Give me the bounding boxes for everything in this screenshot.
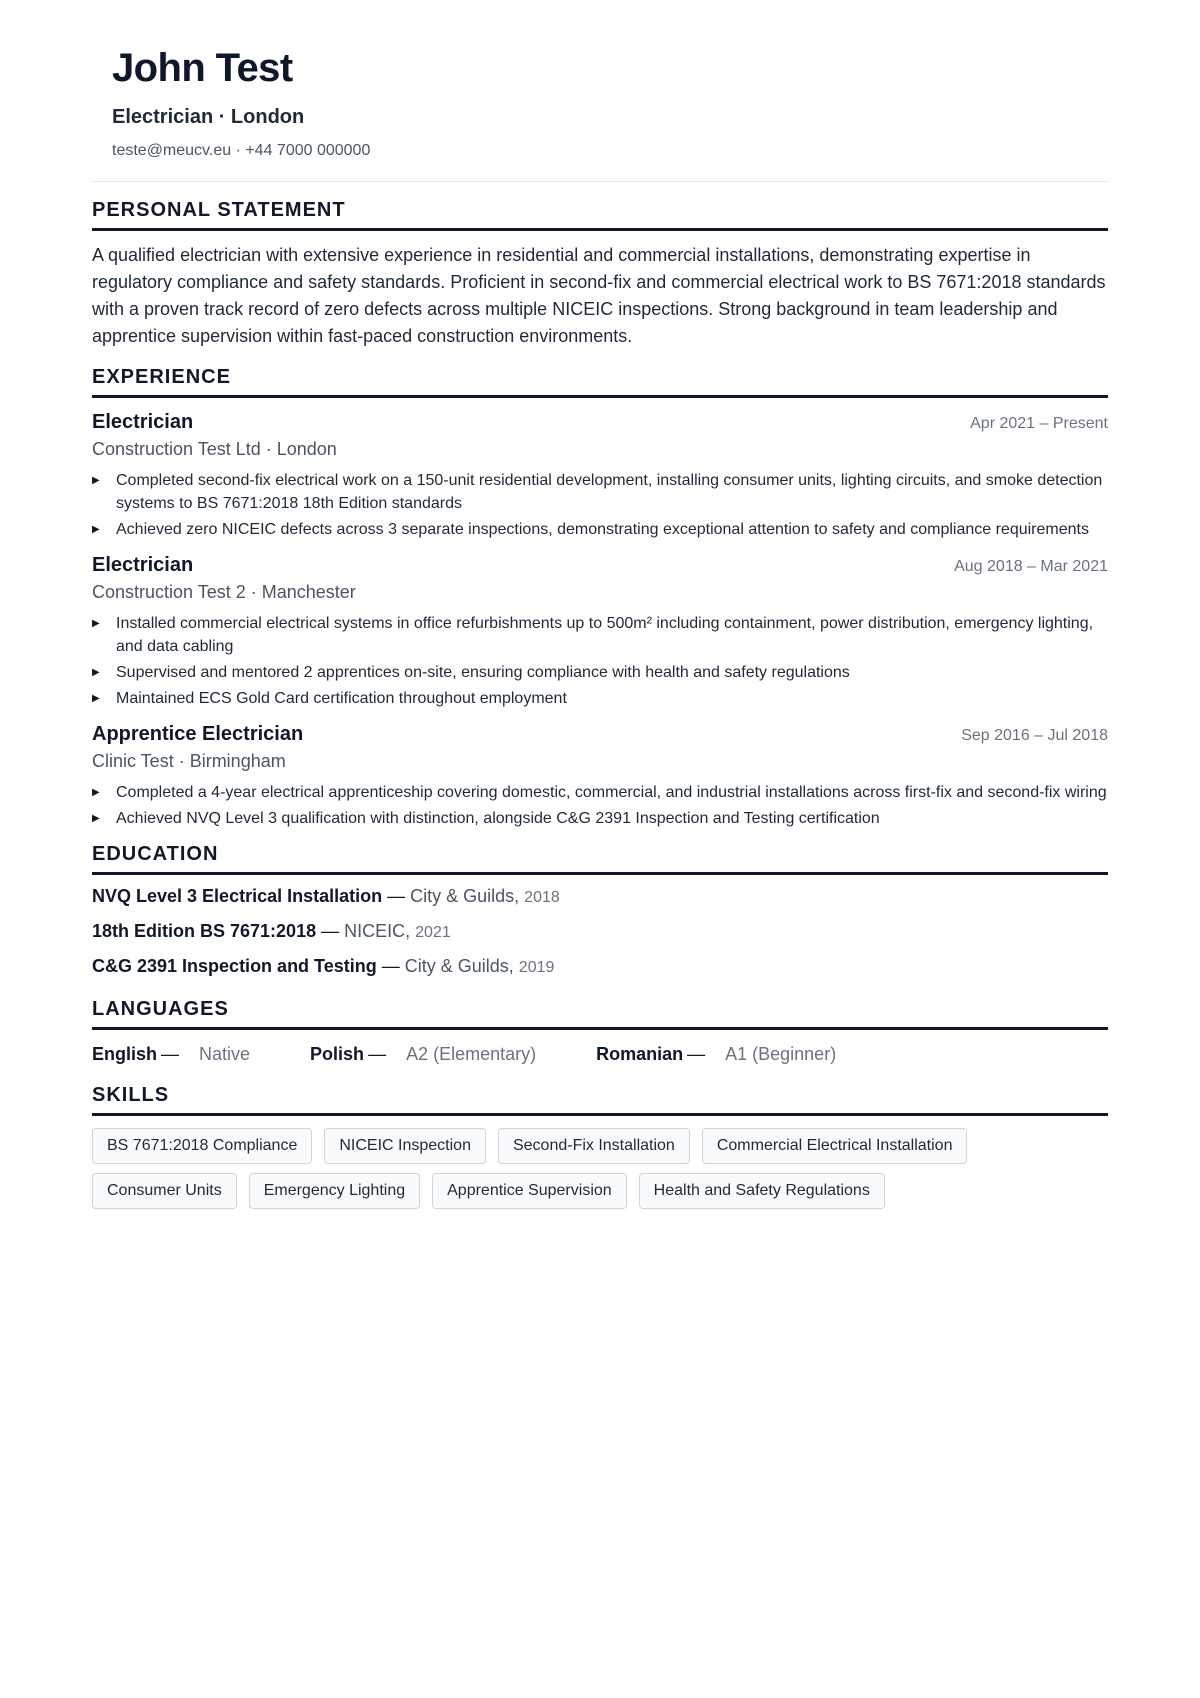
bullet-text: Installed commercial electrical systems in office refurbishments up to 500m² including containment, power distribution, emergency lighting, and data cabling <box>116 615 1094 655</box>
section-title-experience: EXPERIENCE <box>92 365 1108 398</box>
skill-tag: Commercial Electrical Installation <box>702 1128 968 1164</box>
skill-tag: Health and Safety Regulations <box>639 1173 885 1209</box>
bullet-text: Completed second-fix electrical work on a 150-unit residential development, installing consumer units, lighting circuits, and smoke detection systems to BS 7671:2018 18th Edition standards <box>116 472 1103 512</box>
education-comma: , <box>508 956 519 976</box>
education-degree: C&G 2391 Inspection and Testing <box>92 956 377 976</box>
job-bullets <box>92 781 1108 830</box>
education-year: 2018 <box>524 889 560 906</box>
job-company: Construction Test 2 · Manchester <box>92 582 356 602</box>
job-dates: Apr 2021 – Present <box>970 415 1108 432</box>
bullet-text: Achieved NVQ Level 3 qualification with distinction, alongside C&G 2391 Inspection and Testing certification <box>116 810 880 827</box>
section-title-skills: SKILLS <box>92 1083 1108 1116</box>
candidate-name: John Test <box>112 46 293 90</box>
language-dash: — <box>687 1044 706 1064</box>
education-degree: 18th Edition BS 7671:2018 <box>92 921 317 941</box>
language-entry <box>92 1042 250 1066</box>
job-bullets <box>92 612 1108 710</box>
education-entry <box>92 919 1108 945</box>
education-entry <box>92 884 1108 910</box>
bullet-item <box>92 687 1108 710</box>
education-separator: — <box>376 956 405 976</box>
language-level: A1 (Beginner) <box>725 1044 837 1064</box>
skill-tag: Emergency Lighting <box>249 1173 420 1209</box>
language-level: A2 (Elementary) <box>406 1044 537 1064</box>
skill-tag: Apprentice Supervision <box>432 1173 627 1209</box>
bullet-item <box>92 661 1108 684</box>
contact-info: teste@meucv.eu · +44 7000 000000 <box>112 142 371 159</box>
language-dash: — <box>161 1044 180 1064</box>
section-title-education: EDUCATION <box>92 842 1108 875</box>
bullet-item <box>92 518 1108 541</box>
education-comma: , <box>514 886 525 906</box>
personal-statement-text: A qualified electrician with extensive experience in residential and commercial installations, demonstrating expertise in regulatory compliance and safety standards. Proficient in second-fix and commercial electrical work to BS 7671:2018 standards with a proven track record of zero defects across multiple NICEIC inspections. Strong background in team leadership and apprentice supervision within fast-paced construction environments. <box>92 245 1106 346</box>
bullet-text: Achieved zero NICEIC defects across 3 separate inspections, demonstrating exceptional attention to safety and compliance requirements <box>116 521 1089 538</box>
language-name: Polish <box>310 1044 365 1064</box>
bullet-triangle-icon: ▶ <box>92 693 100 704</box>
bullet-text: Maintained ECS Gold Card certification throughout employment <box>116 690 567 707</box>
education-separator: — <box>382 886 411 906</box>
language-entry <box>310 1042 536 1066</box>
bullet-item <box>92 469 1108 515</box>
job-company: Construction Test Ltd · London <box>92 439 337 459</box>
skills-list <box>92 1128 1108 1218</box>
education-institution: NICEIC <box>344 921 406 941</box>
job-entry <box>92 721 1108 830</box>
bullet-triangle-icon: ▶ <box>92 618 100 629</box>
bullet-triangle-icon: ▶ <box>92 787 100 798</box>
bullet-triangle-icon: ▶ <box>92 813 100 824</box>
language-dash: — <box>368 1044 387 1064</box>
languages-list <box>92 1042 1108 1066</box>
job-company: Clinic Test · Birmingham <box>92 751 286 771</box>
job-role: Electrician <box>92 554 194 576</box>
languages-section <box>92 997 1108 1066</box>
education-section <box>92 842 1108 980</box>
language-name: English <box>92 1044 158 1064</box>
job-title-location: Electrician · London <box>112 106 305 128</box>
bullet-item <box>92 612 1108 658</box>
education-institution: City & Guilds <box>410 886 515 906</box>
bullet-text: Completed a 4-year electrical apprenticeship covering domestic, commercial, and industrial installations across first-fix and second-fix wiring <box>116 784 1107 801</box>
language-name: Romanian <box>596 1044 684 1064</box>
job-role: Apprentice Electrician <box>92 723 304 745</box>
section-title-personal-statement: PERSONAL STATEMENT <box>92 198 1108 231</box>
education-year: 2021 <box>415 924 451 941</box>
section-title-languages: LANGUAGES <box>92 997 1108 1030</box>
job-dates: Aug 2018 – Mar 2021 <box>954 558 1108 575</box>
job-role: Electrician <box>92 411 194 433</box>
job-bullets <box>92 469 1108 541</box>
language-entry <box>596 1042 836 1066</box>
education-year: 2019 <box>518 959 555 976</box>
education-degree: NVQ Level 3 Electrical Installation <box>92 886 383 906</box>
education-separator: — <box>316 921 345 941</box>
education-entry <box>92 954 1108 980</box>
skill-tag: BS 7671:2018 Compliance <box>92 1128 312 1164</box>
language-level: Native <box>199 1044 251 1064</box>
education-comma: , <box>405 921 416 941</box>
bullet-item <box>92 807 1108 830</box>
job-entry <box>92 409 1108 541</box>
bullet-triangle-icon: ▶ <box>92 524 100 535</box>
skill-tag: Consumer Units <box>92 1173 237 1209</box>
personal-statement-section <box>92 198 1108 350</box>
skill-tag: Second-Fix Installation <box>498 1128 690 1164</box>
job-entry <box>92 552 1108 710</box>
bullet-triangle-icon: ▶ <box>92 667 100 678</box>
bullet-text: Supervised and mentored 2 apprentices on-site, ensuring compliance with health and safety regulations <box>116 664 850 681</box>
education-institution: City & Guilds <box>404 956 509 976</box>
job-dates: Sep 2016 – Jul 2018 <box>961 727 1108 744</box>
experience-section <box>92 365 1108 830</box>
resume-header <box>92 0 1108 182</box>
bullet-item <box>92 781 1108 804</box>
skills-section <box>92 1083 1108 1218</box>
bullet-triangle-icon: ▶ <box>92 475 100 486</box>
skill-tag: NICEIC Inspection <box>324 1128 486 1164</box>
